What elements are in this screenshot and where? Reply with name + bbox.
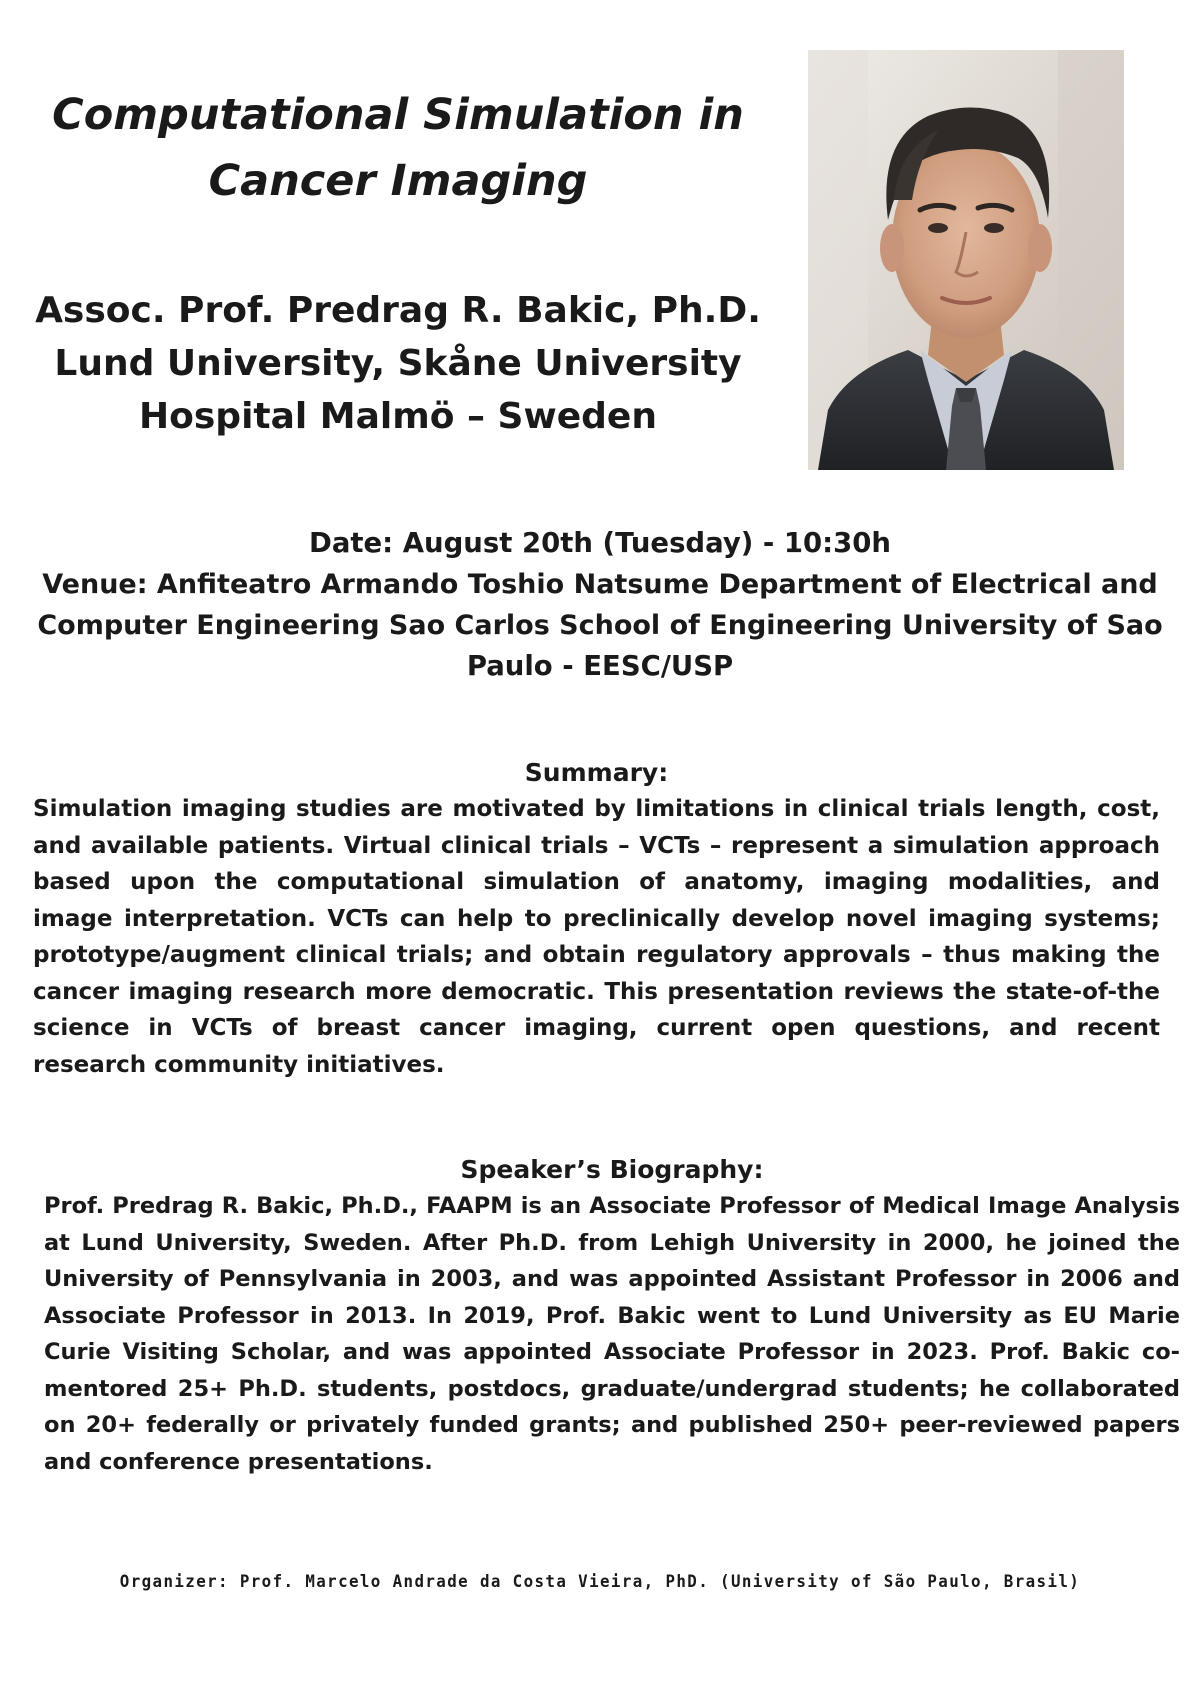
summary-line: and available patients. Virtual clinical trials – VCTs – represent a simulation approach bbox=[33, 832, 1160, 859]
title-line-2: Cancer Imaging bbox=[208, 156, 588, 206]
speaker-affiliation-line-1: Lund University, Skåne University bbox=[54, 343, 742, 384]
biography-line: Curie Visiting Scholar, and was appointed Associate Professor in 2023. Prof. Bakic co- bbox=[44, 1339, 1180, 1365]
speaker-portrait-icon bbox=[808, 50, 1124, 470]
summary-line: research community initiatives. bbox=[33, 1051, 445, 1078]
event-details bbox=[36, 523, 1164, 687]
speaker-photo bbox=[808, 50, 1124, 470]
organizer-credit: Organizer: Prof. Marcelo Andrade da Costa Vieira, PhD. (University of São Paulo, Brasil) bbox=[119, 1572, 1081, 1592]
biography-line: and conference presentations. bbox=[44, 1448, 433, 1475]
biography-section bbox=[44, 1151, 1180, 1480]
biography-line: mentored 25+ Ph.D. students, postdocs, graduate/undergrad students; he collaborated bbox=[44, 1375, 1180, 1402]
biography-heading: Speaker’s Biography: bbox=[460, 1155, 764, 1184]
summary-heading: Summary: bbox=[524, 758, 669, 787]
summary-line: Simulation imaging studies are motivated by limitations in clinical trials length, cost, bbox=[33, 796, 1160, 822]
poster-title bbox=[30, 82, 766, 214]
summary-line: cancer imaging research more democratic. This presentation reviews the state-of-the bbox=[33, 978, 1160, 1005]
event-venue-line-1: Venue: Anfiteatro Armando Toshio Natsume Department of Electrical and bbox=[42, 569, 1158, 600]
biography-text bbox=[44, 1188, 1180, 1480]
biography-line: University of Pennsylvania in 2003, and was appointed Assistant Professor in 2006 and bbox=[44, 1266, 1180, 1292]
summary-line: image interpretation. VCTs can help to preclinically develop novel imaging systems; bbox=[33, 905, 1160, 932]
event-venue-line-3: Paulo - EESC/USP bbox=[466, 650, 734, 682]
biography-line: Prof. Predrag R. Bakic, Ph.D., FAAPM is an Associate Professor of Medical Image Analysis bbox=[44, 1193, 1180, 1219]
speaker-name: Assoc. Prof. Predrag R. Bakic, Ph.D. bbox=[35, 290, 761, 331]
biography-line: Associate Professor in 2013. In 2019, Prof. Bakic went to Lund University as EU Marie bbox=[44, 1302, 1180, 1329]
biography-line: at Lund University, Sweden. After Ph.D. from Lehigh University in 2000, he joined the bbox=[44, 1229, 1180, 1256]
summary-line: based upon the computational simulation of anatomy, imaging modalities, and bbox=[33, 869, 1160, 895]
event-venue-line-2: Computer Engineering Sao Carlos School of Engineering University of Sao bbox=[37, 610, 1163, 641]
event-date: Date: August 20th (Tuesday) - 10:30h bbox=[309, 527, 891, 559]
speaker-affiliation-line-2: Hospital Malmö – Sweden bbox=[139, 396, 657, 437]
title-line-1: Computational Simulation in bbox=[52, 90, 744, 140]
summary-line: science in VCTs of breast cancer imaging, current open questions, and recent bbox=[33, 1015, 1160, 1041]
summary-line: prototype/augment clinical trials; and obtain regulatory approvals – thus making the bbox=[33, 942, 1160, 968]
summary-text bbox=[33, 791, 1160, 1083]
speaker-block bbox=[30, 284, 766, 443]
summary-section bbox=[33, 754, 1160, 1083]
biography-line: on 20+ federally or privately funded grants; and published 250+ peer-reviewed papers bbox=[44, 1412, 1180, 1438]
